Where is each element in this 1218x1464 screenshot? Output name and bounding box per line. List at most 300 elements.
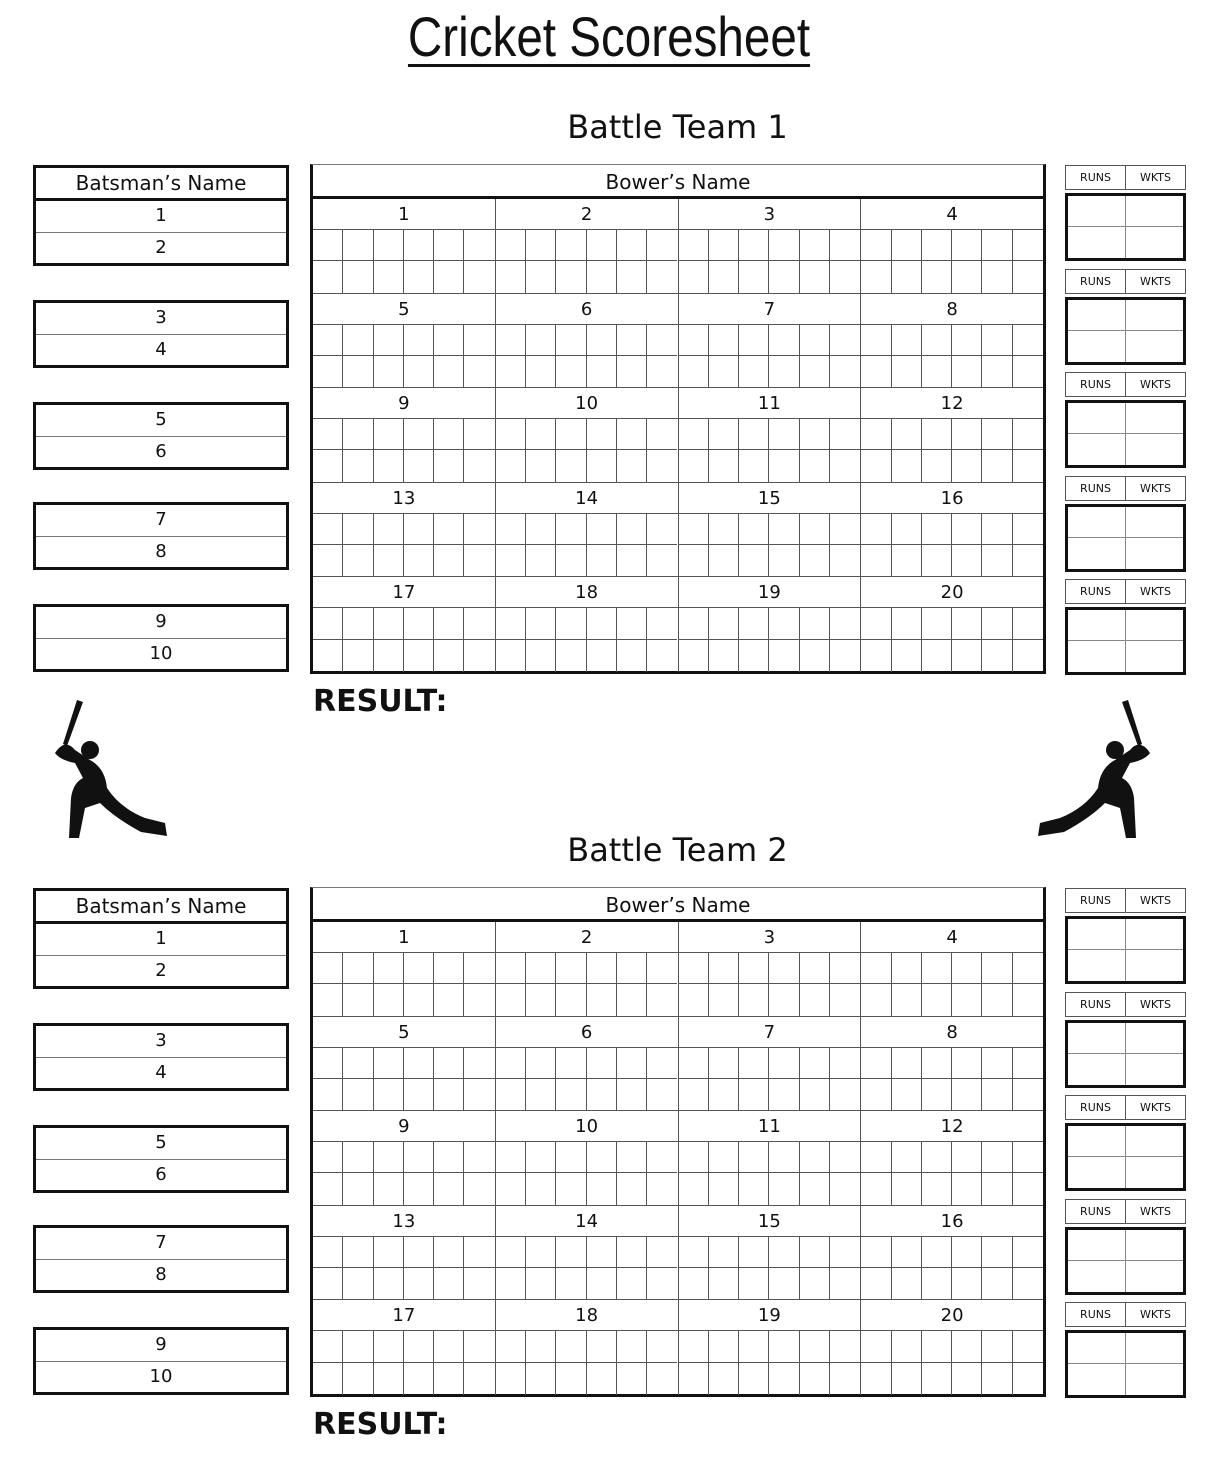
ball-cell[interactable]	[952, 356, 982, 387]
ball-cell[interactable]	[374, 1079, 404, 1110]
ball-cell[interactable]	[647, 356, 677, 387]
ball-cell[interactable]	[587, 1363, 617, 1395]
ball-cell[interactable]	[800, 1363, 830, 1395]
ball-cell[interactable]	[830, 1142, 860, 1173]
ball-cell[interactable]	[617, 953, 647, 984]
ball-cell[interactable]	[617, 419, 647, 450]
score-cell[interactable]	[1126, 919, 1184, 950]
ball-cell[interactable]	[922, 325, 952, 356]
ball-cell[interactable]	[313, 261, 343, 292]
ball-cell[interactable]	[587, 545, 617, 576]
ball-cell[interactable]	[404, 984, 434, 1015]
ball-cell[interactable]	[587, 640, 617, 672]
ball-cell[interactable]	[434, 1268, 464, 1299]
ball-cell[interactable]	[982, 608, 1012, 640]
ball-cell[interactable]	[374, 953, 404, 984]
ball-cell[interactable]	[313, 1331, 343, 1363]
ball-cell[interactable]	[617, 545, 647, 576]
score-cell[interactable]	[1126, 1023, 1184, 1054]
ball-cell[interactable]	[313, 230, 343, 261]
score-cell[interactable]	[1068, 196, 1126, 227]
ball-cell[interactable]	[709, 608, 739, 640]
ball-cell[interactable]	[739, 1173, 769, 1204]
ball-cell[interactable]	[922, 608, 952, 640]
ball-cell[interactable]	[374, 608, 404, 640]
ball-cell[interactable]	[374, 419, 404, 450]
score-cell[interactable]	[1126, 1364, 1184, 1395]
ball-cell[interactable]	[861, 450, 891, 481]
ball-cell[interactable]	[709, 1237, 739, 1268]
ball-cell[interactable]	[526, 1048, 556, 1079]
ball-cell[interactable]	[679, 325, 709, 356]
ball-cell[interactable]	[647, 608, 677, 640]
ball-cell[interactable]	[739, 608, 769, 640]
ball-cell[interactable]	[526, 1268, 556, 1299]
ball-cell[interactable]	[647, 261, 677, 292]
ball-cell[interactable]	[1013, 356, 1043, 387]
ball-cell[interactable]	[647, 1268, 677, 1299]
ball-cell[interactable]	[800, 1268, 830, 1299]
ball-cell[interactable]	[496, 984, 526, 1015]
ball-cell[interactable]	[404, 1268, 434, 1299]
batsman-row[interactable]: 9	[155, 611, 167, 632]
ball-cell[interactable]	[404, 545, 434, 576]
ball-cell[interactable]	[496, 514, 526, 545]
ball-cell[interactable]	[496, 1173, 526, 1204]
ball-cell[interactable]	[496, 1331, 526, 1363]
ball-cell[interactable]	[617, 640, 647, 672]
ball-cell[interactable]	[587, 419, 617, 450]
ball-cell[interactable]	[526, 419, 556, 450]
ball-cell[interactable]	[800, 261, 830, 292]
ball-cell[interactable]	[343, 356, 373, 387]
ball-cell[interactable]	[374, 230, 404, 261]
ball-cell[interactable]	[313, 356, 343, 387]
ball-cell[interactable]	[769, 953, 799, 984]
ball-cell[interactable]	[709, 1173, 739, 1204]
ball-cell[interactable]	[313, 1079, 343, 1110]
batsman-row[interactable]: 8	[36, 1259, 286, 1290]
ball-cell[interactable]	[464, 984, 494, 1015]
score-cell[interactable]	[1068, 300, 1126, 331]
ball-cell[interactable]	[404, 1173, 434, 1204]
ball-cell[interactable]	[556, 356, 586, 387]
ball-cell[interactable]	[952, 514, 982, 545]
ball-cell[interactable]	[892, 230, 922, 261]
ball-cell[interactable]	[556, 1237, 586, 1268]
ball-cell[interactable]	[374, 1363, 404, 1395]
ball-cell[interactable]	[343, 230, 373, 261]
ball-cell[interactable]	[982, 514, 1012, 545]
ball-cell[interactable]	[647, 984, 677, 1015]
ball-cell[interactable]	[739, 450, 769, 481]
ball-cell[interactable]	[892, 419, 922, 450]
ball-cell[interactable]	[679, 1363, 709, 1395]
ball-cell[interactable]	[526, 356, 556, 387]
ball-cell[interactable]	[343, 1331, 373, 1363]
ball-cell[interactable]	[496, 325, 526, 356]
score-cell[interactable]	[1126, 403, 1184, 434]
ball-cell[interactable]	[617, 1331, 647, 1363]
ball-cell[interactable]	[861, 1142, 891, 1173]
ball-cell[interactable]	[617, 356, 647, 387]
ball-cell[interactable]	[1013, 1142, 1043, 1173]
ball-cell[interactable]	[343, 640, 373, 672]
ball-cell[interactable]	[982, 953, 1012, 984]
ball-cell[interactable]	[343, 1048, 373, 1079]
batsman-row[interactable]: 10	[36, 1361, 286, 1392]
ball-cell[interactable]	[861, 261, 891, 292]
ball-cell[interactable]	[952, 953, 982, 984]
ball-cell[interactable]	[830, 640, 860, 672]
ball-cell[interactable]	[1013, 1048, 1043, 1079]
ball-cell[interactable]	[587, 1268, 617, 1299]
ball-cell[interactable]	[922, 450, 952, 481]
ball-cell[interactable]	[556, 325, 586, 356]
ball-cell[interactable]	[587, 356, 617, 387]
ball-cell[interactable]	[769, 1079, 799, 1110]
ball-cell[interactable]	[404, 608, 434, 640]
ball-cell[interactable]	[679, 261, 709, 292]
ball-cell[interactable]	[434, 1331, 464, 1363]
ball-cell[interactable]	[679, 356, 709, 387]
ball-cell[interactable]	[404, 1079, 434, 1110]
ball-cell[interactable]	[769, 1142, 799, 1173]
batsman-row[interactable]: 5	[155, 1132, 167, 1153]
ball-cell[interactable]	[861, 1363, 891, 1395]
ball-cell[interactable]	[800, 1079, 830, 1110]
ball-cell[interactable]	[1013, 1079, 1043, 1110]
ball-cell[interactable]	[647, 640, 677, 672]
ball-cell[interactable]	[861, 356, 891, 387]
ball-cell[interactable]	[952, 640, 982, 672]
ball-cell[interactable]	[800, 356, 830, 387]
ball-cell[interactable]	[647, 1142, 677, 1173]
ball-cell[interactable]	[800, 325, 830, 356]
ball-cell[interactable]	[526, 608, 556, 640]
ball-cell[interactable]	[313, 1048, 343, 1079]
ball-cell[interactable]	[861, 608, 891, 640]
ball-cell[interactable]	[679, 953, 709, 984]
ball-cell[interactable]	[892, 1079, 922, 1110]
ball-cell[interactable]	[861, 1331, 891, 1363]
ball-cell[interactable]	[892, 261, 922, 292]
ball-cell[interactable]	[343, 1142, 373, 1173]
ball-cell[interactable]	[343, 608, 373, 640]
ball-cell[interactable]	[556, 608, 586, 640]
ball-cell[interactable]	[313, 1268, 343, 1299]
ball-cell[interactable]	[679, 419, 709, 450]
ball-cell[interactable]	[739, 545, 769, 576]
ball-cell[interactable]	[556, 1142, 586, 1173]
ball-cell[interactable]	[830, 325, 860, 356]
ball-cell[interactable]	[526, 984, 556, 1015]
ball-cell[interactable]	[679, 1079, 709, 1110]
ball-cell[interactable]	[769, 514, 799, 545]
ball-cell[interactable]	[556, 1079, 586, 1110]
ball-cell[interactable]	[313, 608, 343, 640]
ball-cell[interactable]	[861, 419, 891, 450]
ball-cell[interactable]	[861, 1048, 891, 1079]
score-cell[interactable]	[1126, 950, 1184, 981]
ball-cell[interactable]	[892, 1048, 922, 1079]
ball-cell[interactable]	[739, 640, 769, 672]
batsman-row[interactable]: 3	[155, 307, 167, 328]
score-cell[interactable]	[1126, 434, 1184, 465]
ball-cell[interactable]	[800, 1237, 830, 1268]
ball-cell[interactable]	[496, 1363, 526, 1395]
ball-cell[interactable]	[647, 1331, 677, 1363]
ball-cell[interactable]	[587, 261, 617, 292]
ball-cell[interactable]	[922, 1142, 952, 1173]
ball-cell[interactable]	[587, 1079, 617, 1110]
ball-cell[interactable]	[404, 1237, 434, 1268]
ball-cell[interactable]	[434, 1079, 464, 1110]
ball-cell[interactable]	[982, 356, 1012, 387]
ball-cell[interactable]	[922, 419, 952, 450]
ball-cell[interactable]	[343, 419, 373, 450]
ball-cell[interactable]	[343, 1237, 373, 1268]
ball-cell[interactable]	[952, 1048, 982, 1079]
ball-cell[interactable]	[496, 1268, 526, 1299]
ball-cell[interactable]	[1013, 450, 1043, 481]
ball-cell[interactable]	[679, 984, 709, 1015]
ball-cell[interactable]	[892, 1268, 922, 1299]
ball-cell[interactable]	[830, 450, 860, 481]
ball-cell[interactable]	[679, 1331, 709, 1363]
ball-cell[interactable]	[769, 1048, 799, 1079]
ball-cell[interactable]	[556, 640, 586, 672]
ball-cell[interactable]	[800, 545, 830, 576]
ball-cell[interactable]	[526, 1142, 556, 1173]
ball-cell[interactable]	[800, 1331, 830, 1363]
score-cell[interactable]	[1068, 610, 1126, 641]
ball-cell[interactable]	[556, 1268, 586, 1299]
ball-cell[interactable]	[739, 325, 769, 356]
ball-cell[interactable]	[434, 1142, 464, 1173]
ball-cell[interactable]	[313, 984, 343, 1015]
ball-cell[interactable]	[647, 230, 677, 261]
ball-cell[interactable]	[496, 230, 526, 261]
ball-cell[interactable]	[587, 953, 617, 984]
ball-cell[interactable]	[587, 450, 617, 481]
ball-cell[interactable]	[800, 230, 830, 261]
ball-cell[interactable]	[464, 640, 494, 672]
ball-cell[interactable]	[464, 608, 494, 640]
ball-cell[interactable]	[922, 1331, 952, 1363]
ball-cell[interactable]	[769, 545, 799, 576]
ball-cell[interactable]	[313, 325, 343, 356]
ball-cell[interactable]	[952, 325, 982, 356]
ball-cell[interactable]	[434, 953, 464, 984]
score-cell[interactable]	[1126, 507, 1184, 538]
ball-cell[interactable]	[313, 953, 343, 984]
ball-cell[interactable]	[647, 1363, 677, 1395]
ball-cell[interactable]	[464, 261, 494, 292]
ball-cell[interactable]	[313, 1142, 343, 1173]
ball-cell[interactable]	[526, 1363, 556, 1395]
ball-cell[interactable]	[464, 1268, 494, 1299]
ball-cell[interactable]	[526, 514, 556, 545]
score-cell[interactable]	[1068, 1333, 1126, 1364]
ball-cell[interactable]	[679, 1237, 709, 1268]
ball-cell[interactable]	[892, 514, 922, 545]
ball-cell[interactable]	[464, 1142, 494, 1173]
ball-cell[interactable]	[343, 1268, 373, 1299]
ball-cell[interactable]	[556, 984, 586, 1015]
ball-cell[interactable]	[617, 514, 647, 545]
ball-cell[interactable]	[739, 1363, 769, 1395]
ball-cell[interactable]	[739, 1237, 769, 1268]
ball-cell[interactable]	[922, 261, 952, 292]
ball-cell[interactable]	[922, 953, 952, 984]
ball-cell[interactable]	[374, 1331, 404, 1363]
ball-cell[interactable]	[313, 545, 343, 576]
ball-cell[interactable]	[647, 953, 677, 984]
ball-cell[interactable]	[800, 953, 830, 984]
ball-cell[interactable]	[892, 984, 922, 1015]
ball-cell[interactable]	[1013, 608, 1043, 640]
ball-cell[interactable]	[556, 261, 586, 292]
ball-cell[interactable]	[892, 325, 922, 356]
ball-cell[interactable]	[343, 514, 373, 545]
score-cell[interactable]	[1068, 507, 1126, 538]
ball-cell[interactable]	[343, 325, 373, 356]
ball-cell[interactable]	[952, 1173, 982, 1204]
ball-cell[interactable]	[861, 640, 891, 672]
ball-cell[interactable]	[922, 1268, 952, 1299]
ball-cell[interactable]	[464, 953, 494, 984]
ball-cell[interactable]	[769, 325, 799, 356]
ball-cell[interactable]	[496, 261, 526, 292]
ball-cell[interactable]	[587, 1331, 617, 1363]
ball-cell[interactable]	[587, 608, 617, 640]
ball-cell[interactable]	[587, 1173, 617, 1204]
ball-cell[interactable]	[556, 230, 586, 261]
ball-cell[interactable]	[922, 984, 952, 1015]
ball-cell[interactable]	[496, 608, 526, 640]
ball-cell[interactable]	[1013, 419, 1043, 450]
ball-cell[interactable]	[617, 1079, 647, 1110]
ball-cell[interactable]	[556, 1048, 586, 1079]
ball-cell[interactable]	[617, 1048, 647, 1079]
ball-cell[interactable]	[374, 1142, 404, 1173]
ball-cell[interactable]	[982, 640, 1012, 672]
score-cell[interactable]	[1068, 919, 1126, 950]
ball-cell[interactable]	[800, 450, 830, 481]
ball-cell[interactable]	[617, 1268, 647, 1299]
ball-cell[interactable]	[526, 1079, 556, 1110]
ball-cell[interactable]	[343, 450, 373, 481]
ball-cell[interactable]	[922, 545, 952, 576]
batsman-row[interactable]: 7	[155, 1232, 167, 1253]
ball-cell[interactable]	[739, 984, 769, 1015]
ball-cell[interactable]	[892, 1363, 922, 1395]
score-cell[interactable]	[1126, 1054, 1184, 1085]
ball-cell[interactable]	[892, 1142, 922, 1173]
ball-cell[interactable]	[526, 545, 556, 576]
ball-cell[interactable]	[496, 450, 526, 481]
ball-cell[interactable]	[404, 230, 434, 261]
ball-cell[interactable]	[404, 419, 434, 450]
ball-cell[interactable]	[374, 325, 404, 356]
ball-cell[interactable]	[739, 230, 769, 261]
score-cell[interactable]	[1126, 1261, 1184, 1292]
ball-cell[interactable]	[952, 608, 982, 640]
ball-cell[interactable]	[374, 1173, 404, 1204]
ball-cell[interactable]	[587, 1048, 617, 1079]
ball-cell[interactable]	[679, 608, 709, 640]
ball-cell[interactable]	[861, 230, 891, 261]
ball-cell[interactable]	[464, 1237, 494, 1268]
ball-cell[interactable]	[434, 325, 464, 356]
ball-cell[interactable]	[1013, 1363, 1043, 1395]
ball-cell[interactable]	[679, 1048, 709, 1079]
ball-cell[interactable]	[769, 640, 799, 672]
score-cell[interactable]	[1126, 227, 1184, 258]
ball-cell[interactable]	[982, 230, 1012, 261]
ball-cell[interactable]	[617, 1173, 647, 1204]
ball-cell[interactable]	[739, 356, 769, 387]
score-cell[interactable]	[1126, 610, 1184, 641]
ball-cell[interactable]	[861, 984, 891, 1015]
ball-cell[interactable]	[556, 514, 586, 545]
ball-cell[interactable]	[434, 984, 464, 1015]
ball-cell[interactable]	[892, 1237, 922, 1268]
ball-cell[interactable]	[922, 1363, 952, 1395]
ball-cell[interactable]	[647, 545, 677, 576]
ball-cell[interactable]	[709, 1363, 739, 1395]
ball-cell[interactable]	[739, 1331, 769, 1363]
ball-cell[interactable]	[464, 514, 494, 545]
ball-cell[interactable]	[374, 356, 404, 387]
score-cell[interactable]	[1126, 1230, 1184, 1261]
ball-cell[interactable]	[464, 1079, 494, 1110]
ball-cell[interactable]	[587, 1142, 617, 1173]
ball-cell[interactable]	[404, 325, 434, 356]
ball-cell[interactable]	[982, 1237, 1012, 1268]
ball-cell[interactable]	[374, 1268, 404, 1299]
batsman-row[interactable]: 7	[155, 509, 167, 530]
ball-cell[interactable]	[800, 419, 830, 450]
ball-cell[interactable]	[830, 514, 860, 545]
ball-cell[interactable]	[769, 1237, 799, 1268]
ball-cell[interactable]	[434, 1237, 464, 1268]
ball-cell[interactable]	[434, 356, 464, 387]
ball-cell[interactable]	[679, 1142, 709, 1173]
ball-cell[interactable]	[892, 356, 922, 387]
ball-cell[interactable]	[679, 1268, 709, 1299]
score-cell[interactable]	[1126, 1333, 1184, 1364]
ball-cell[interactable]	[647, 1173, 677, 1204]
ball-cell[interactable]	[982, 419, 1012, 450]
ball-cell[interactable]	[374, 261, 404, 292]
ball-cell[interactable]	[861, 514, 891, 545]
ball-cell[interactable]	[830, 356, 860, 387]
ball-cell[interactable]	[830, 1331, 860, 1363]
ball-cell[interactable]	[556, 1173, 586, 1204]
ball-cell[interactable]	[922, 1048, 952, 1079]
ball-cell[interactable]	[952, 1142, 982, 1173]
ball-cell[interactable]	[709, 1142, 739, 1173]
ball-cell[interactable]	[830, 1048, 860, 1079]
ball-cell[interactable]	[343, 984, 373, 1015]
ball-cell[interactable]	[343, 1173, 373, 1204]
ball-cell[interactable]	[861, 1079, 891, 1110]
ball-cell[interactable]	[434, 545, 464, 576]
ball-cell[interactable]	[404, 450, 434, 481]
ball-cell[interactable]	[464, 1363, 494, 1395]
